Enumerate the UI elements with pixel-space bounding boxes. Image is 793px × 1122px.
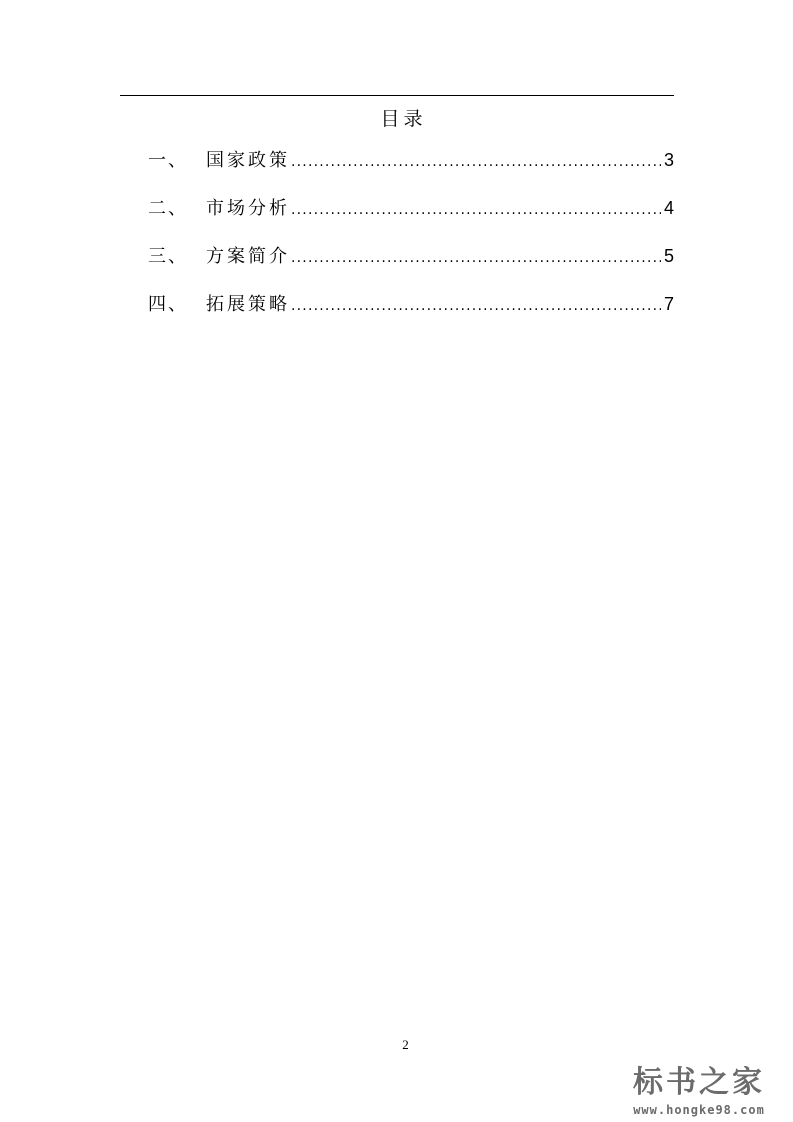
toc-entry-page: 3 [663,150,674,170]
toc-title: 目录 [380,108,427,130]
toc-entry-text: 市场分析 [206,198,290,219]
toc-dot-leader [291,196,661,224]
toc-entry-page: 5 [663,246,674,266]
toc-entry-text: 拓展策略 [206,294,290,315]
toc-entry-page: 7 [663,294,674,314]
toc-entry-number: 二、 [148,198,188,219]
toc-dot-leader [291,148,661,176]
toc-dot-leader [291,292,661,320]
watermark-logo: 标书之家 [633,1065,765,1100]
toc-dot-leader [291,244,661,272]
toc-entry-number: 一、 [148,150,188,171]
toc-entry-plan-overview[interactable] [148,242,674,290]
watermark [619,1066,779,1118]
toc-entry-expansion-strategy[interactable] [148,290,674,338]
toc-entry-page: 4 [663,198,674,218]
toc-entry-number: 四、 [148,294,188,315]
toc-entry-number: 三、 [148,246,188,267]
page-number: 2 [402,1037,409,1052]
toc-entry-text: 国家政策 [206,150,290,171]
toc-entry-national-policy[interactable] [148,146,674,194]
header-rule [120,95,674,96]
toc-entry-text: 方案简介 [206,246,290,267]
table-of-contents [148,146,674,338]
watermark-url: www.hongke98.com [633,1103,765,1117]
toc-entry-market-analysis[interactable] [148,194,674,242]
